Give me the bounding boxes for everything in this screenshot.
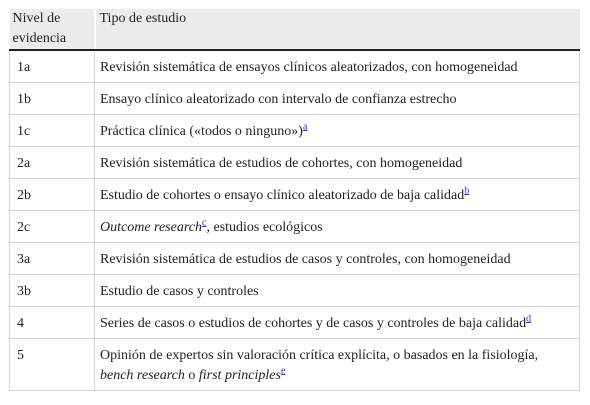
footnote-link-b[interactable]: b <box>464 185 470 197</box>
study-type-text: Estudio de cohortes o ensayo clínico aleatorizado de baja calidad <box>100 188 465 203</box>
table-row <box>10 339 580 391</box>
study-type-connector: o <box>188 368 196 383</box>
header-level-of-evidence <box>10 9 95 50</box>
study-type-cell: Revisión sistemática de ensayos clínicos aleatorizados, con homogeneidad <box>95 50 580 83</box>
level-cell: 2b <box>10 179 95 211</box>
table-row <box>10 179 580 211</box>
study-type-italic: bench research <box>100 368 185 383</box>
study-type-text: Opinión de expertos sin valoración crítica explícita, o basados en la fisiología, <box>100 348 539 363</box>
footnote-link-c[interactable]: c <box>202 217 207 229</box>
table-row <box>10 115 580 147</box>
level-cell: 5 <box>10 339 95 391</box>
table-row <box>10 243 580 275</box>
table-row <box>10 83 580 115</box>
study-type-cell <box>95 307 580 339</box>
study-type-cell <box>95 179 580 211</box>
level-cell: 2c <box>10 211 95 243</box>
study-type-text: , estudios ecológicos <box>206 220 323 235</box>
table-header-row <box>10 9 580 50</box>
footnote-link-d[interactable]: d <box>526 313 532 325</box>
level-cell: 4 <box>10 307 95 339</box>
study-type-cell <box>95 115 580 147</box>
header-study-type: Tipo de estudio <box>95 9 580 50</box>
table-row <box>10 147 580 179</box>
level-cell: 1c <box>10 115 95 147</box>
study-type-cell: Estudio de casos y controles <box>95 275 580 307</box>
study-type-cell <box>95 211 580 243</box>
footnote-link-a[interactable]: a <box>302 121 308 133</box>
study-type-italic: first principles <box>198 368 281 383</box>
table-row <box>10 50 580 83</box>
study-type-cell <box>95 339 580 391</box>
footnote-link-e[interactable]: e <box>280 365 286 377</box>
evidence-levels-table <box>9 9 580 391</box>
table-row <box>10 307 580 339</box>
table-header <box>10 9 580 50</box>
header-level-line2: evidencia <box>12 31 67 46</box>
study-type-cell: Revisión sistemática de estudios de casos y controles, con homogeneidad <box>95 243 580 275</box>
table-row <box>10 211 580 243</box>
study-type-text: Series de casos o estudios de cohortes y de casos y controles de baja calidad <box>100 316 527 331</box>
level-cell: 1a <box>10 50 95 83</box>
table-body <box>10 50 580 391</box>
study-type-italic: Outcome research <box>100 220 202 235</box>
level-cell: 3b <box>10 275 95 307</box>
header-level-line1: Nivel de <box>12 11 61 26</box>
level-cell: 1b <box>10 83 95 115</box>
table-row <box>10 275 580 307</box>
level-cell: 3a <box>10 243 95 275</box>
study-type-text: Práctica clínica («todos o ninguno») <box>100 124 303 139</box>
study-type-cell: Ensayo clínico aleatorizado con intervalo de confianza estrecho <box>95 83 580 115</box>
study-type-cell: Revisión sistemática de estudios de cohortes, con homogeneidad <box>95 147 580 179</box>
level-cell: 2a <box>10 147 95 179</box>
